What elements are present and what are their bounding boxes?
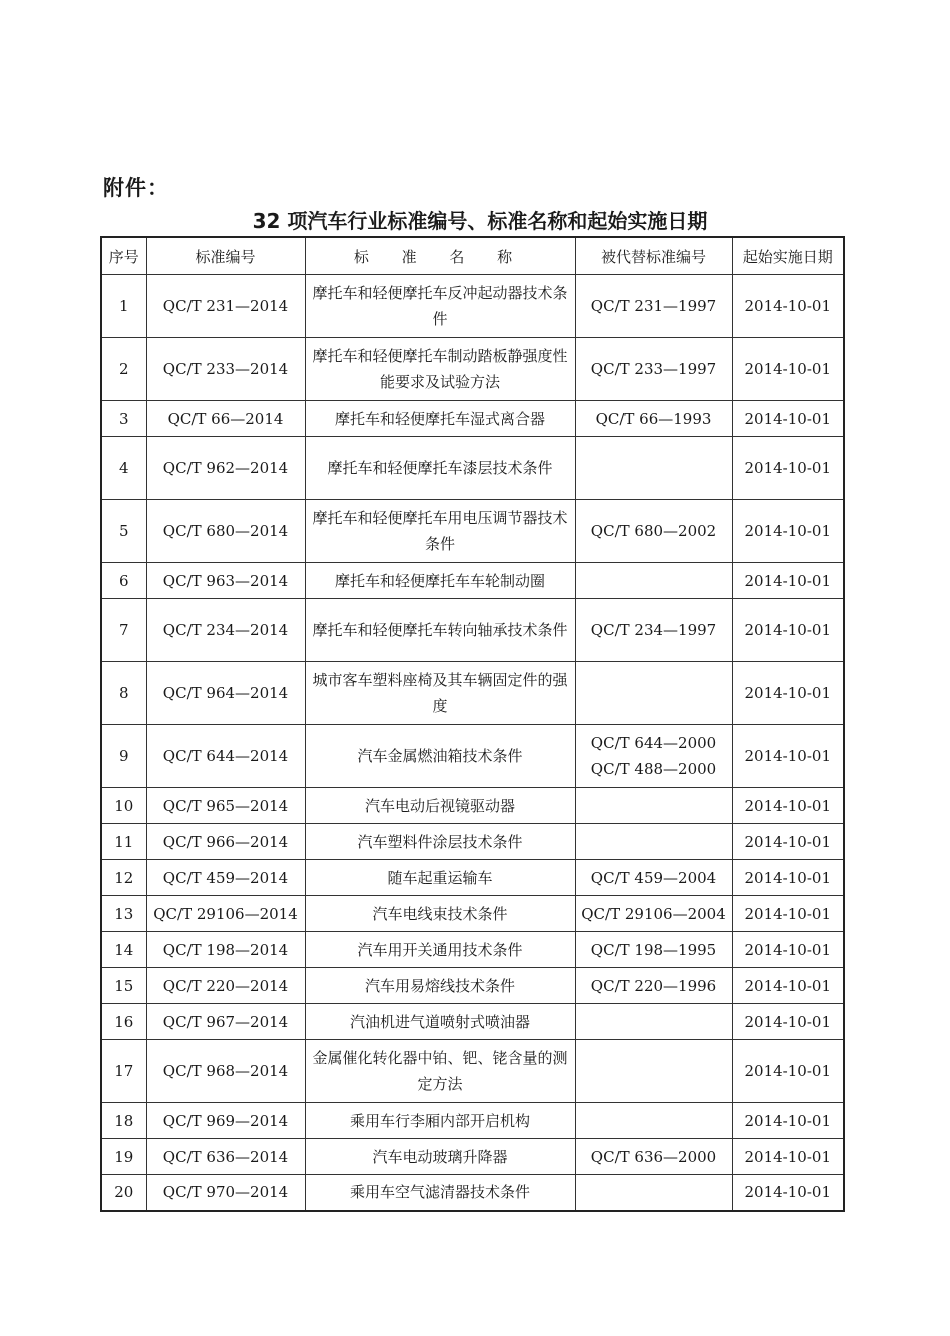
row-date-cell: 2014-10-01 bbox=[732, 437, 844, 500]
row-date-cell: 2014-10-01 bbox=[732, 896, 844, 932]
table-row bbox=[101, 338, 844, 401]
row-code-cell: QC/T 220—2014 bbox=[146, 968, 305, 1004]
row-code-cell: QC/T 680—2014 bbox=[146, 500, 305, 563]
row-name-cell: 随车起重运输车 bbox=[305, 860, 575, 896]
row-name-cell: 乘用车行李厢内部开启机构 bbox=[305, 1103, 575, 1139]
row-code-cell: QC/T 198—2014 bbox=[146, 932, 305, 968]
row-seq-cell: 10 bbox=[101, 788, 146, 824]
row-seq-cell: 12 bbox=[101, 860, 146, 896]
table-row bbox=[101, 1004, 844, 1040]
row-date-cell: 2014-10-01 bbox=[732, 1004, 844, 1040]
row-name-cell: 乘用车空气滤清器技术条件 bbox=[305, 1175, 575, 1211]
row-replaced-cell bbox=[575, 725, 732, 788]
table-row bbox=[101, 824, 844, 860]
row-seq-cell: 9 bbox=[101, 725, 146, 788]
row-replaced-cell bbox=[575, 1103, 732, 1139]
row-date-cell: 2014-10-01 bbox=[732, 662, 844, 725]
row-replaced-cell bbox=[575, 1175, 732, 1211]
row-seq-cell: 5 bbox=[101, 500, 146, 563]
row-seq-cell: 1 bbox=[101, 275, 146, 338]
row-name-cell: 金属催化转化器中铂、钯、铑含量的测定方法 bbox=[305, 1040, 575, 1103]
row-code-cell: QC/T 968—2014 bbox=[146, 1040, 305, 1103]
row-code-cell: QC/T 644—2014 bbox=[146, 725, 305, 788]
row-code-cell: QC/T 234—2014 bbox=[146, 599, 305, 662]
row-name-cell: 汽车电动玻璃升降器 bbox=[305, 1139, 575, 1175]
row-replaced-cell bbox=[575, 968, 732, 1004]
replaced-code: QC/T 636—2000 bbox=[590, 1147, 717, 1166]
row-code-cell: QC/T 966—2014 bbox=[146, 824, 305, 860]
table-row bbox=[101, 662, 844, 725]
replaced-code: QC/T 680—2002 bbox=[590, 522, 717, 540]
row-code-cell: QC/T 66—2014 bbox=[146, 401, 305, 437]
row-seq-cell: 13 bbox=[101, 896, 146, 932]
replaced-code: QC/T 234—1997 bbox=[590, 621, 717, 639]
row-date-cell: 2014-10-01 bbox=[732, 401, 844, 437]
row-date-cell: 2014-10-01 bbox=[732, 1103, 844, 1139]
row-replaced-cell bbox=[575, 1139, 732, 1175]
row-seq-cell: 16 bbox=[101, 1004, 146, 1040]
table-row bbox=[101, 275, 844, 338]
table-row bbox=[101, 599, 844, 662]
document-title: 32 项汽车行业标准编号、标准名称和起始实施日期 bbox=[252, 209, 708, 233]
table-row bbox=[101, 860, 844, 896]
row-seq-cell: 7 bbox=[101, 599, 146, 662]
table-row bbox=[101, 500, 844, 563]
row-date-cell: 2014-10-01 bbox=[732, 1139, 844, 1175]
row-replaced-cell bbox=[575, 1040, 732, 1103]
header-code: 标准编号 bbox=[146, 237, 305, 275]
header-replaced: 被代替标准编号 bbox=[575, 237, 732, 275]
row-code-cell: QC/T 459—2014 bbox=[146, 860, 305, 896]
row-replaced-cell bbox=[575, 932, 732, 968]
row-seq-cell: 6 bbox=[101, 563, 146, 599]
row-replaced-cell bbox=[575, 401, 732, 437]
row-name-cell: 汽车用易熔线技术条件 bbox=[305, 968, 575, 1004]
row-name-cell: 摩托车和轻便摩托车转向轴承技术条件 bbox=[305, 599, 575, 662]
row-seq-cell: 20 bbox=[101, 1175, 146, 1211]
row-date-cell: 2014-10-01 bbox=[732, 563, 844, 599]
row-seq-cell: 3 bbox=[101, 401, 146, 437]
row-name-cell: 汽车用开关通用技术条件 bbox=[305, 932, 575, 968]
replaced-code: QC/T 644—2000 bbox=[590, 734, 717, 752]
table-row bbox=[101, 563, 844, 599]
row-code-cell: QC/T 29106—2014 bbox=[146, 896, 305, 932]
table-row bbox=[101, 1175, 844, 1211]
row-replaced-cell bbox=[575, 824, 732, 860]
row-replaced-cell bbox=[575, 662, 732, 725]
row-seq-cell: 17 bbox=[101, 1040, 146, 1103]
row-code-cell: QC/T 231—2014 bbox=[146, 275, 305, 338]
table-row bbox=[101, 725, 844, 788]
row-date-cell: 2014-10-01 bbox=[732, 1175, 844, 1211]
table-row bbox=[101, 1040, 844, 1103]
row-seq-cell: 8 bbox=[101, 662, 146, 725]
table-row bbox=[101, 401, 844, 437]
row-replaced-cell bbox=[575, 563, 732, 599]
row-date-cell: 2014-10-01 bbox=[732, 500, 844, 563]
row-date-cell: 2014-10-01 bbox=[732, 599, 844, 662]
row-code-cell: QC/T 636—2014 bbox=[146, 1139, 305, 1175]
row-replaced-cell bbox=[575, 788, 732, 824]
row-code-cell: QC/T 233—2014 bbox=[146, 338, 305, 401]
row-replaced-cell bbox=[575, 338, 732, 401]
row-replaced-cell bbox=[575, 599, 732, 662]
row-date-cell: 2014-10-01 bbox=[732, 968, 844, 1004]
table-body bbox=[101, 275, 844, 1211]
row-replaced-cell bbox=[575, 860, 732, 896]
replaced-code: QC/T 66—1993 bbox=[595, 409, 712, 428]
standards-table bbox=[100, 236, 845, 1212]
row-replaced-cell bbox=[575, 437, 732, 500]
table-row bbox=[101, 437, 844, 500]
row-name-cell: 汽车电动后视镜驱动器 bbox=[305, 788, 575, 824]
row-replaced-cell bbox=[575, 500, 732, 563]
replaced-code: QC/T 488—2000 bbox=[590, 760, 717, 778]
header-seq: 序号 bbox=[101, 237, 146, 275]
row-code-cell: QC/T 964—2014 bbox=[146, 662, 305, 725]
row-date-cell: 2014-10-01 bbox=[732, 788, 844, 824]
row-seq-cell: 19 bbox=[101, 1139, 146, 1175]
row-name-cell: 摩托车和轻便摩托车湿式离合器 bbox=[305, 401, 575, 437]
table-row bbox=[101, 1139, 844, 1175]
table-header-row bbox=[101, 237, 844, 275]
row-name-cell: 摩托车和轻便摩托车反冲起动器技术条件 bbox=[305, 275, 575, 338]
row-code-cell: QC/T 967—2014 bbox=[146, 1004, 305, 1040]
row-name-cell: 摩托车和轻便摩托车车轮制动圈 bbox=[305, 563, 575, 599]
row-date-cell: 2014-10-01 bbox=[732, 338, 844, 401]
row-name-cell: 摩托车和轻便摩托车制动踏板静强度性能要求及试验方法 bbox=[305, 338, 575, 401]
replaced-code: QC/T 459—2004 bbox=[590, 868, 717, 887]
row-replaced-cell bbox=[575, 1004, 732, 1040]
table-row bbox=[101, 932, 844, 968]
row-name-cell: 城市客车塑料座椅及其车辆固定件的强度 bbox=[305, 662, 575, 725]
row-name-cell: 汽车电线束技术条件 bbox=[305, 896, 575, 932]
row-date-cell: 2014-10-01 bbox=[732, 725, 844, 788]
attachment-label: 附件： bbox=[103, 176, 169, 200]
table-row bbox=[101, 788, 844, 824]
row-date-cell: 2014-10-01 bbox=[732, 1040, 844, 1103]
row-code-cell: QC/T 965—2014 bbox=[146, 788, 305, 824]
row-date-cell: 2014-10-01 bbox=[732, 860, 844, 896]
replaced-code: QC/T 233—1997 bbox=[590, 360, 717, 378]
table-row bbox=[101, 1103, 844, 1139]
row-code-cell: QC/T 970—2014 bbox=[146, 1175, 305, 1211]
row-seq-cell: 15 bbox=[101, 968, 146, 1004]
replaced-code: QC/T 198—1995 bbox=[590, 940, 717, 959]
row-seq-cell: 18 bbox=[101, 1103, 146, 1139]
replaced-code: QC/T 220—1996 bbox=[590, 976, 717, 995]
row-name-cell: 汽车金属燃油箱技术条件 bbox=[305, 725, 575, 788]
row-name-cell: 汽车塑料件涂层技术条件 bbox=[305, 824, 575, 860]
header-name: 标 准 名 称 bbox=[305, 237, 575, 275]
row-seq-cell: 14 bbox=[101, 932, 146, 968]
row-date-cell: 2014-10-01 bbox=[732, 824, 844, 860]
row-replaced-cell bbox=[575, 275, 732, 338]
row-seq-cell: 11 bbox=[101, 824, 146, 860]
row-replaced-cell bbox=[575, 896, 732, 932]
table-row bbox=[101, 896, 844, 932]
row-code-cell: QC/T 962—2014 bbox=[146, 437, 305, 500]
table-row bbox=[101, 968, 844, 1004]
replaced-code: QC/T 29106—2004 bbox=[581, 904, 726, 923]
row-code-cell: QC/T 969—2014 bbox=[146, 1103, 305, 1139]
row-seq-cell: 2 bbox=[101, 338, 146, 401]
row-code-cell: QC/T 963—2014 bbox=[146, 563, 305, 599]
replaced-code: QC/T 231—1997 bbox=[590, 297, 717, 315]
row-date-cell: 2014-10-01 bbox=[732, 275, 844, 338]
row-name-cell: 摩托车和轻便摩托车漆层技术条件 bbox=[305, 437, 575, 500]
row-name-cell: 汽油机进气道喷射式喷油器 bbox=[305, 1004, 575, 1040]
row-seq-cell: 4 bbox=[101, 437, 146, 500]
row-date-cell: 2014-10-01 bbox=[732, 932, 844, 968]
header-date: 起始实施日期 bbox=[732, 237, 844, 275]
row-name-cell: 摩托车和轻便摩托车用电压调节器技术条件 bbox=[305, 500, 575, 563]
